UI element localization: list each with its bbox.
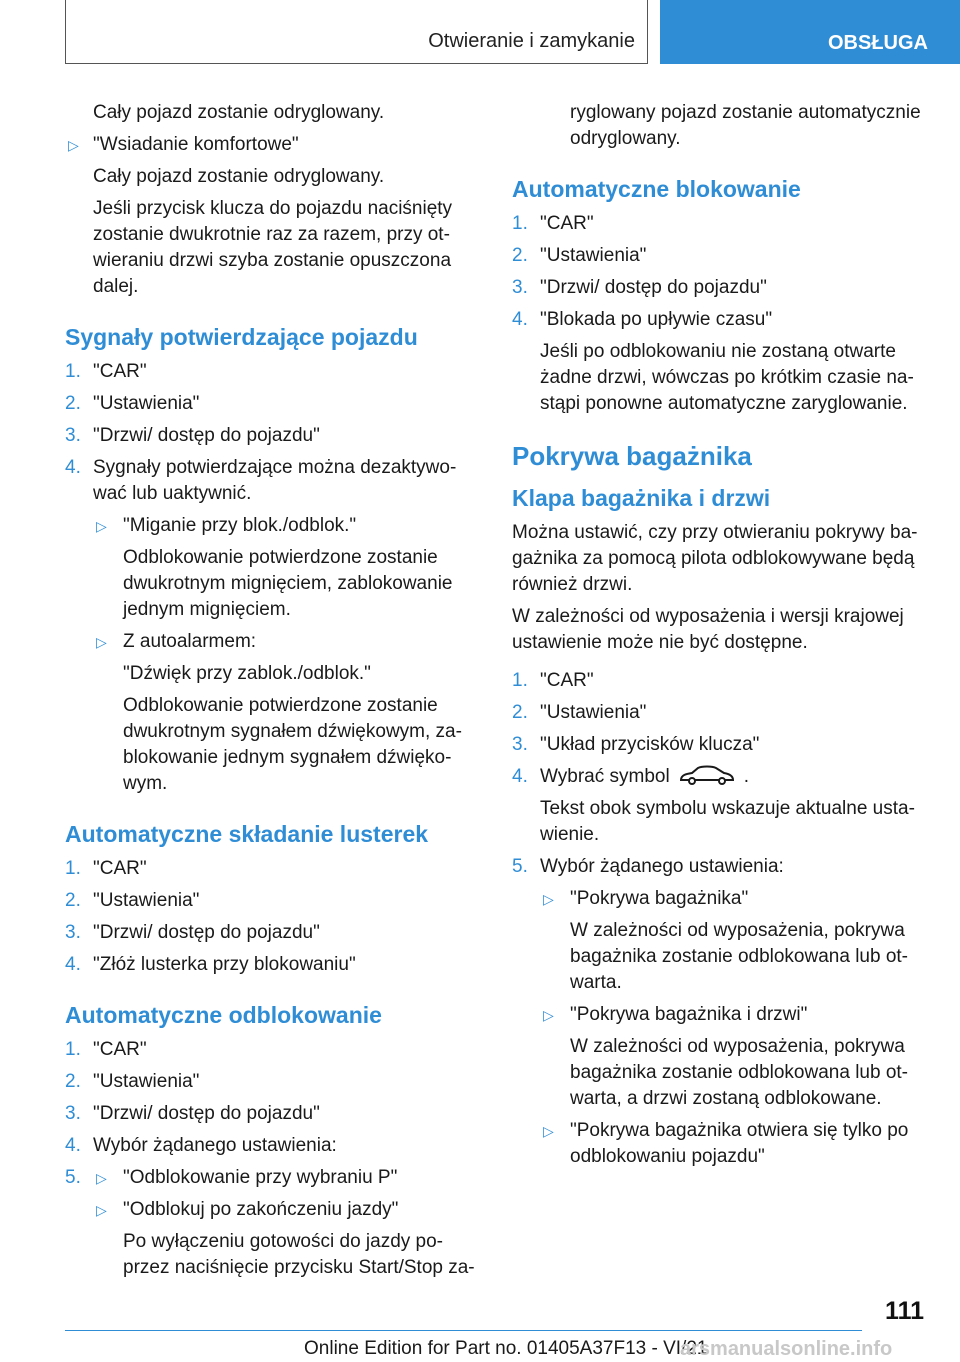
item-label: "Ustawienia" [540, 702, 647, 723]
item-number: 2. [65, 890, 81, 911]
paragraph: Tekst obok symbolu wskazuje aktualne usta-wienie. [540, 798, 915, 845]
sub-item [540, 1118, 927, 1170]
item-label: "CAR" [93, 858, 147, 879]
item-label-suffix: . [743, 766, 749, 787]
list-item [65, 1165, 485, 1191]
sub-item [93, 1165, 485, 1191]
item-label: "CAR" [540, 670, 594, 691]
item-number: 3. [65, 425, 81, 446]
sub-item-label: "Odblokuj po zakończeniu jazdy" [123, 1199, 399, 1220]
page-number: 111 [885, 1297, 924, 1325]
item-number: 2. [512, 245, 528, 266]
item-label: "CAR" [93, 1039, 147, 1060]
section-heading: Automatyczne składanie lusterek [65, 821, 429, 847]
list-item [65, 391, 485, 417]
list-item [65, 423, 485, 449]
footer-divider [65, 1330, 862, 1331]
list-item [512, 700, 927, 726]
car-trunk-icon [678, 764, 736, 786]
item-number: 5. [512, 856, 528, 877]
paragraph: Odblokowanie potwierdzone zostanie dwukrotnym mignięciem, zablokowanie jednym mignięciem. [123, 547, 453, 620]
item-label: "Drzwi/ dostęp do pojazdu" [93, 425, 320, 446]
sub-item [540, 1002, 927, 1028]
list-item [512, 854, 927, 880]
item-label: Wybór żądanego ustawienia: [93, 1135, 337, 1156]
item-number: 3. [65, 1103, 81, 1124]
list-item [65, 888, 485, 914]
paragraph: Cały pojazd zostanie odryglowany. [93, 102, 385, 123]
paragraph: Można ustawić, czy przy otwieraniu pokrywy ba-gażnika za pomocą pilota odblokowywane będą również drzwi. [512, 522, 918, 595]
header-title: Otwieranie i zamykanie [428, 30, 635, 52]
paragraph: ryglowany pojazd zostanie automatycznie odryglowany. [570, 102, 921, 149]
item-number: 2. [512, 702, 528, 723]
sub-item [93, 513, 485, 539]
item-number: 4. [65, 457, 81, 478]
sub-item-label: "Pokrywa bagażnika i drzwi" [570, 1004, 808, 1025]
chapter-heading: Pokrywa bagażnika [512, 441, 752, 471]
watermark: arsmanualsonline.info [680, 1338, 893, 1360]
list-item [512, 764, 927, 790]
item-label: "Złóż lusterka przy blokowaniu" [93, 954, 356, 975]
header-frame [65, 0, 648, 64]
list-item [65, 132, 485, 158]
paragraph: Cały pojazd zostanie odryglowany. [93, 166, 385, 187]
item-number: 1. [65, 1039, 81, 1060]
item-label: "Drzwi/ dostęp do pojazdu" [540, 277, 767, 298]
item-label: Sygnały potwierdzające można dezaktywo-wać lub uaktywnić. [93, 457, 457, 504]
list-item [512, 243, 927, 269]
item-number: 4. [65, 1135, 81, 1156]
paragraph: Jeśli po odblokowaniu nie zostaną otwarte żadne drzwi, wówczas po krótkim czasie na-stąpi ponowne automatyczne zaryglowanie. [540, 341, 914, 414]
right-column [512, 100, 927, 1176]
list-item [65, 1133, 485, 1159]
item-label: "Drzwi/ dostęp do pojazdu" [93, 922, 320, 943]
sub-item-label: "Pokrywa bagażnika" [570, 888, 749, 909]
list-item [65, 856, 485, 882]
triangle-bullet-icon: ▷ [96, 1202, 107, 1218]
item-number: 1. [512, 213, 528, 234]
triangle-bullet-icon: ▷ [96, 518, 107, 534]
list-item [65, 1037, 485, 1063]
triangle-bullet-icon: ▷ [96, 634, 107, 650]
item-label: "CAR" [540, 213, 594, 234]
item-number: 1. [512, 670, 528, 691]
triangle-bullet-icon: ▷ [543, 1007, 554, 1023]
item-label: "Drzwi/ dostęp do pojazdu" [93, 1103, 320, 1124]
sub-item [93, 629, 485, 655]
item-label: "Układ przycisków klucza" [540, 734, 760, 755]
list-item [65, 455, 485, 507]
item-number: 5. [65, 1167, 81, 1188]
section-heading: Automatyczne odblokowanie [65, 1002, 382, 1028]
list-item [512, 211, 927, 237]
section-heading: Klapa bagażnika i drzwi [512, 485, 771, 511]
item-label: Wybór żądanego ustawienia: [540, 856, 784, 877]
footer-edition: Online Edition for Part no. 01405A37F13 - VI/21 [304, 1338, 708, 1359]
paragraph: Jeśli przycisk klucza do pojazdu naciśnięty zostanie dwukrotnie raz za razem, przy ot-wieraniu drzwi szyba zostanie opuszczona dalej. [93, 198, 453, 297]
paragraph: W zależności od wyposażenia i wersji krajowej ustawienie może nie być dostępne. [512, 606, 904, 653]
sub-item [540, 886, 927, 912]
item-number: 4. [65, 954, 81, 975]
triangle-bullet-icon: ▷ [68, 137, 79, 153]
sub-item-label: Z autoalarmem: [123, 631, 257, 652]
triangle-bullet-icon: ▷ [96, 1170, 107, 1186]
triangle-bullet-icon: ▷ [543, 891, 554, 907]
item-label: "CAR" [93, 361, 147, 382]
list-item [512, 307, 927, 333]
item-number: 3. [512, 734, 528, 755]
section-heading: Sygnały potwierdzające pojazdu [65, 324, 418, 350]
item-number: 2. [65, 1071, 81, 1092]
list-item [512, 668, 927, 694]
list-item [65, 1101, 485, 1127]
item-number: 2. [65, 393, 81, 414]
item-label: "Ustawienia" [93, 393, 200, 414]
paragraph: Odblokowanie potwierdzone zostanie dwukrotnym sygnałem dźwiękowym, za-blokowanie jednym sygnałem dźwięko-wym. [123, 695, 462, 794]
list-item [65, 1069, 485, 1095]
left-column [65, 100, 485, 1287]
paragraph: W zależności od wyposażenia, pokrywa bagażnika zostanie odblokowana lub ot-warta. [570, 920, 909, 993]
header-section-tab[interactable]: OBSŁUGA [660, 0, 960, 64]
list-item [65, 359, 485, 385]
sub-item-label: "Miganie przy blok./odblok." [123, 515, 357, 536]
item-number: 4. [512, 309, 528, 330]
triangle-bullet-icon: ▷ [543, 1123, 554, 1139]
paragraph: Po wyłączeniu gotowości do jazdy po-przez naciśnięcie przycisku Start/Stop za- [123, 1231, 475, 1278]
item-number: 4. [512, 766, 528, 787]
paragraph: "Dźwięk przy zablok./odblok." [123, 663, 371, 684]
item-label: "Ustawienia" [93, 1071, 200, 1092]
item-number: 3. [65, 922, 81, 943]
item-label: "Blokada po upływie czasu" [540, 309, 773, 330]
item-number: 1. [65, 858, 81, 879]
item-label: Wybrać symbol [540, 766, 670, 787]
list-item [512, 732, 927, 758]
sub-item-label: "Odblokowanie przy wybraniu P" [123, 1167, 398, 1188]
item-number: 1. [65, 361, 81, 382]
list-item [512, 275, 927, 301]
item-label: "Ustawienia" [93, 890, 200, 911]
sub-item [93, 1197, 485, 1223]
item-label: "Ustawienia" [540, 245, 647, 266]
sub-item-label: "Pokrywa bagażnika otwiera się tylko po odblokowaniu pojazdu" [570, 1120, 909, 1167]
section-heading: Automatyczne blokowanie [512, 176, 801, 202]
list-item [65, 952, 485, 978]
list-item [65, 920, 485, 946]
item-label: "Wsiadanie komfortowe" [93, 134, 299, 155]
paragraph: W zależności od wyposażenia, pokrywa bagażnika zostanie odblokowana lub ot-warta, a drzwi zostaną odblokowane. [570, 1036, 909, 1109]
item-number: 3. [512, 277, 528, 298]
